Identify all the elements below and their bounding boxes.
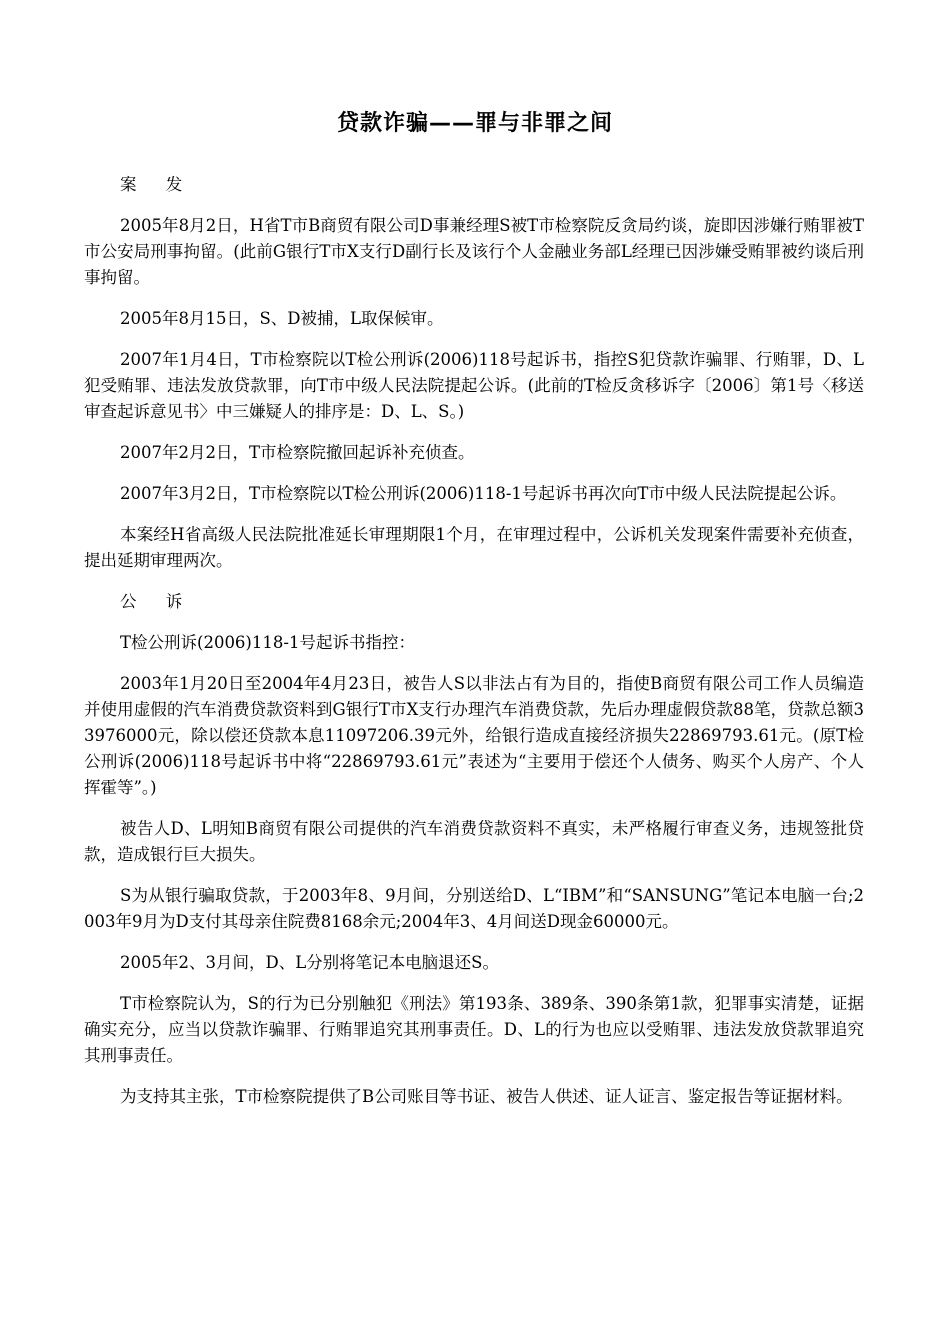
body-paragraph: 为支持其主张，T市检察院提供了B公司账目等书证、被告人供述、证人证言、鉴定报告等证据材料。 bbox=[120, 1087, 853, 1106]
body-paragraph: 2007年1月4日，T市检察院以T检公刑诉(2006)118号起诉书，指控S犯贷款诈骗罪、行贿罪，D、L犯受贿罪、违法发放贷款罪，向T市中级人民法院提起公诉。(此前的T检反贪移诉字〔2006〕第1号〈移送审查起诉意见书〉中三嫌疑人的排序是：D、L、S。) bbox=[84, 350, 864, 421]
body-paragraph: S为从银行骗取贷款，于2003年8、9月间，分别送给D、L“IBM”和“SANSUNG”笔记本电脑一台;2003年9月为D支付其母亲住院费8168余元;2004年3、4月间送D现金60000元。 bbox=[84, 886, 864, 931]
body-paragraph: 2005年2、3月间，D、L分别将笔记本电脑退还S。 bbox=[120, 953, 499, 972]
body-paragraph: T检公刑诉(2006)118-1号起诉书指控： bbox=[120, 633, 415, 652]
document-title: 贷款诈骗——罪与非罪之间 bbox=[336, 111, 613, 136]
body-paragraph: 2005年8月15日，S、D被捕，L取保候审。 bbox=[120, 309, 444, 328]
document-body bbox=[84, 172, 864, 1125]
section-heading: 案 发 bbox=[120, 175, 195, 194]
body-paragraph: 2007年3月2日，T市检察院以T检公刑诉(2006)118-1号起诉书再次向T市中级人民法院提起公诉。 bbox=[120, 484, 847, 503]
body-paragraph: 本案经H省高级人民法院批准延长审理期限1个月，在审理过程中，公诉机关发现案件需要补充侦查，提出延期审理两次。 bbox=[84, 525, 864, 570]
body-paragraph: 2003年1月20日至2004年4月23日，被告人S以非法占有为目的，指使B商贸有限公司工作人员编造并使用虚假的汽车消费贷款资料到G银行T市X支行办理汽车消费贷款，先后办理虚假贷款88笔，贷款总额33976000元，除以偿还贷款本息11097206.39元外，给银行造成直接经济损失22869793.61元。(原T检公刑诉(2006)118号起诉书中将“22869793.61元”表述为“主要用于偿还个人债务、购买个人房产、个人挥霍等”。) bbox=[84, 674, 864, 797]
body-paragraph: 2007年2月2日，T市检察院撤回起诉补充侦查。 bbox=[120, 443, 475, 462]
section-heading: 公 诉 bbox=[120, 592, 195, 611]
body-paragraph: T市检察院认为，S的行为已分别触犯《刑法》第193条、389条、390条第1款，犯罪事实清楚，证据确实充分，应当以贷款诈骗罪、行贿罪追究其刑事责任。D、L的行为也应以受贿罪、违法发放贷款罪追究其刑事责任。 bbox=[84, 994, 864, 1065]
body-paragraph: 被告人D、L明知B商贸有限公司提供的汽车消费贷款资料不真实，未严格履行审查义务，违规签批贷款，造成银行巨大损失。 bbox=[84, 819, 864, 864]
body-paragraph: 2005年8月2日，H省T市B商贸有限公司D事兼经理S被T市检察院反贪局约谈，旋即因涉嫌行贿罪被T市公安局刑事拘留。(此前G银行T市X支行D副行长及该行个人金融业务部L经理已因涉嫌受贿罪被约谈后刑事拘留。 bbox=[84, 216, 864, 287]
